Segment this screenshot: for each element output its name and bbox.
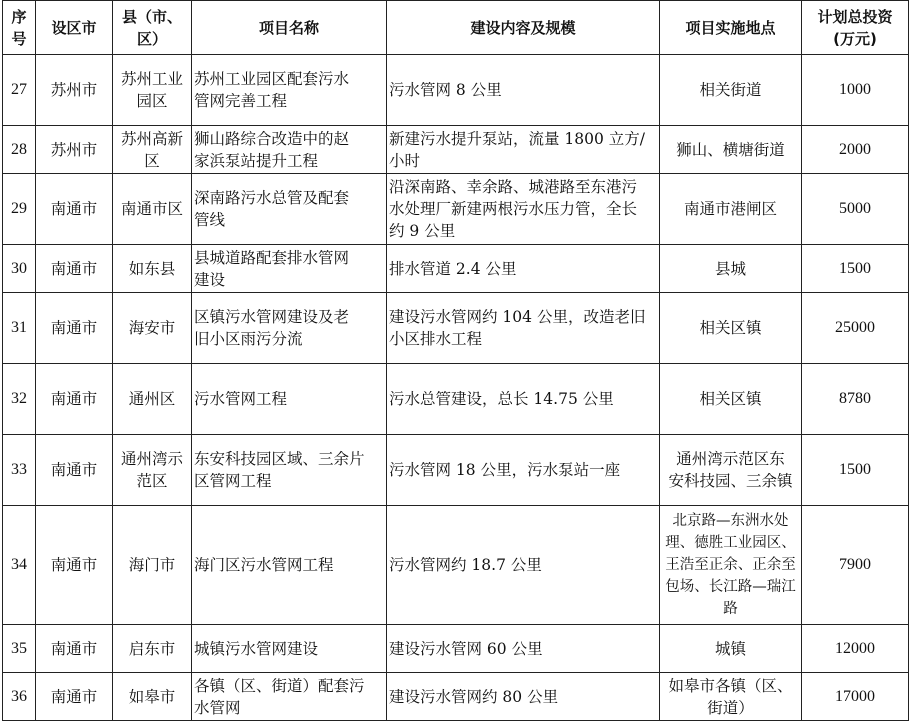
- investment-cell: 17000: [802, 673, 909, 721]
- county-cell: 南通市区: [113, 174, 192, 245]
- city-cell: 南通市: [36, 245, 113, 293]
- content-cell: 污水管网 18 公里，污水泵站一座: [387, 435, 660, 506]
- seq-cell: 31: [3, 293, 36, 364]
- county-cell: 海安市: [113, 293, 192, 364]
- table-row: [3, 55, 909, 126]
- content-cell: 污水总管建设，总长 14.75 公里: [387, 364, 660, 435]
- location-cell: 通州湾示范区东 安科技园、三余镇: [660, 435, 802, 506]
- county-cell: 通州区: [113, 364, 192, 435]
- header-county: 县（市、 区）: [113, 1, 192, 55]
- location-cell: 县城: [660, 245, 802, 293]
- table-row: [3, 174, 909, 245]
- table-row: [3, 293, 909, 364]
- seq-cell: 35: [3, 625, 36, 673]
- city-cell: 南通市: [36, 293, 113, 364]
- city-cell: 南通市: [36, 673, 113, 721]
- content-cell: 污水管网 8 公里: [387, 55, 660, 126]
- content-cell: 污水管网约 18.7 公里: [387, 506, 660, 625]
- project-name-cell: 县城道路配套排水管网 建设: [192, 245, 387, 293]
- seq-cell: 33: [3, 435, 36, 506]
- city-cell: 南通市: [36, 625, 113, 673]
- investment-cell: 1000: [802, 55, 909, 126]
- location-cell: 狮山、横塘街道: [660, 126, 802, 174]
- content-cell: 建设污水管网约 104 公里，改造老旧 小区排水工程: [387, 293, 660, 364]
- table-row: [3, 625, 909, 673]
- city-cell: 南通市: [36, 506, 113, 625]
- county-cell: 启东市: [113, 625, 192, 673]
- location-cell: 城镇: [660, 625, 802, 673]
- projects-table: [2, 0, 909, 721]
- header-content: 建设内容及规模: [387, 1, 660, 55]
- header-row: [3, 1, 909, 55]
- header-seq: 序 号: [3, 1, 36, 55]
- project-name-cell: 狮山路综合改造中的赵 家浜泵站提升工程: [192, 126, 387, 174]
- seq-cell: 30: [3, 245, 36, 293]
- project-name-cell: 城镇污水管网建设: [192, 625, 387, 673]
- location-cell: 相关区镇: [660, 364, 802, 435]
- location-cell: 相关区镇: [660, 293, 802, 364]
- seq-cell: 36: [3, 673, 36, 721]
- city-cell: 南通市: [36, 364, 113, 435]
- content-cell: 沿深南路、幸余路、城港路至东港污 水处理厂新建两根污水压力管，全长 约 9 公里: [387, 174, 660, 245]
- investment-cell: 1500: [802, 435, 909, 506]
- seq-cell: 27: [3, 55, 36, 126]
- header-location: 项目实施地点: [660, 1, 802, 55]
- county-cell: 通州湾示 范区: [113, 435, 192, 506]
- location-cell: 相关街道: [660, 55, 802, 126]
- seq-cell: 34: [3, 506, 36, 625]
- header-name: 项目名称: [192, 1, 387, 55]
- table-row: [3, 435, 909, 506]
- table-row: [3, 364, 909, 435]
- content-cell: 建设污水管网 60 公里: [387, 625, 660, 673]
- county-cell: 如皋市: [113, 673, 192, 721]
- header-invest: 计划总投资 (万元): [802, 1, 909, 55]
- table-row: [3, 506, 909, 625]
- table-row: [3, 673, 909, 721]
- investment-cell: 7900: [802, 506, 909, 625]
- location-cell: 南通市港闸区: [660, 174, 802, 245]
- project-name-cell: 污水管网工程: [192, 364, 387, 435]
- city-cell: 苏州市: [36, 55, 113, 126]
- county-cell: 苏州工业 园区: [113, 55, 192, 126]
- location-cell: 北京路—东洲水处 理、德胜工业园区、 王浩至正余、正余至 包场、长江路—瑞江 路: [660, 506, 802, 625]
- project-name-cell: 各镇（区、街道）配套污 水管网: [192, 673, 387, 721]
- county-cell: 海门市: [113, 506, 192, 625]
- investment-cell: 12000: [802, 625, 909, 673]
- content-cell: 建设污水管网约 80 公里: [387, 673, 660, 721]
- content-cell: 新建污水提升泵站，流量 1800 立方/ 小时: [387, 126, 660, 174]
- investment-cell: 5000: [802, 174, 909, 245]
- project-name-cell: 深南路污水总管及配套 管线: [192, 174, 387, 245]
- seq-cell: 29: [3, 174, 36, 245]
- seq-cell: 32: [3, 364, 36, 435]
- project-name-cell: 海门区污水管网工程: [192, 506, 387, 625]
- table-row: [3, 126, 909, 174]
- city-cell: 南通市: [36, 435, 113, 506]
- seq-cell: 28: [3, 126, 36, 174]
- investment-cell: 8780: [802, 364, 909, 435]
- content-cell: 排水管道 2.4 公里: [387, 245, 660, 293]
- city-cell: 苏州市: [36, 126, 113, 174]
- project-name-cell: 苏州工业园区配套污水 管网完善工程: [192, 55, 387, 126]
- project-name-cell: 东安科技园区域、三余片 区管网工程: [192, 435, 387, 506]
- investment-cell: 1500: [802, 245, 909, 293]
- city-cell: 南通市: [36, 174, 113, 245]
- investment-cell: 2000: [802, 126, 909, 174]
- table-row: [3, 245, 909, 293]
- header-city: 设区市: [36, 1, 113, 55]
- location-cell: 如皋市各镇（区、 街道）: [660, 673, 802, 721]
- county-cell: 如东县: [113, 245, 192, 293]
- project-name-cell: 区镇污水管网建设及老 旧小区雨污分流: [192, 293, 387, 364]
- county-cell: 苏州高新 区: [113, 126, 192, 174]
- investment-cell: 25000: [802, 293, 909, 364]
